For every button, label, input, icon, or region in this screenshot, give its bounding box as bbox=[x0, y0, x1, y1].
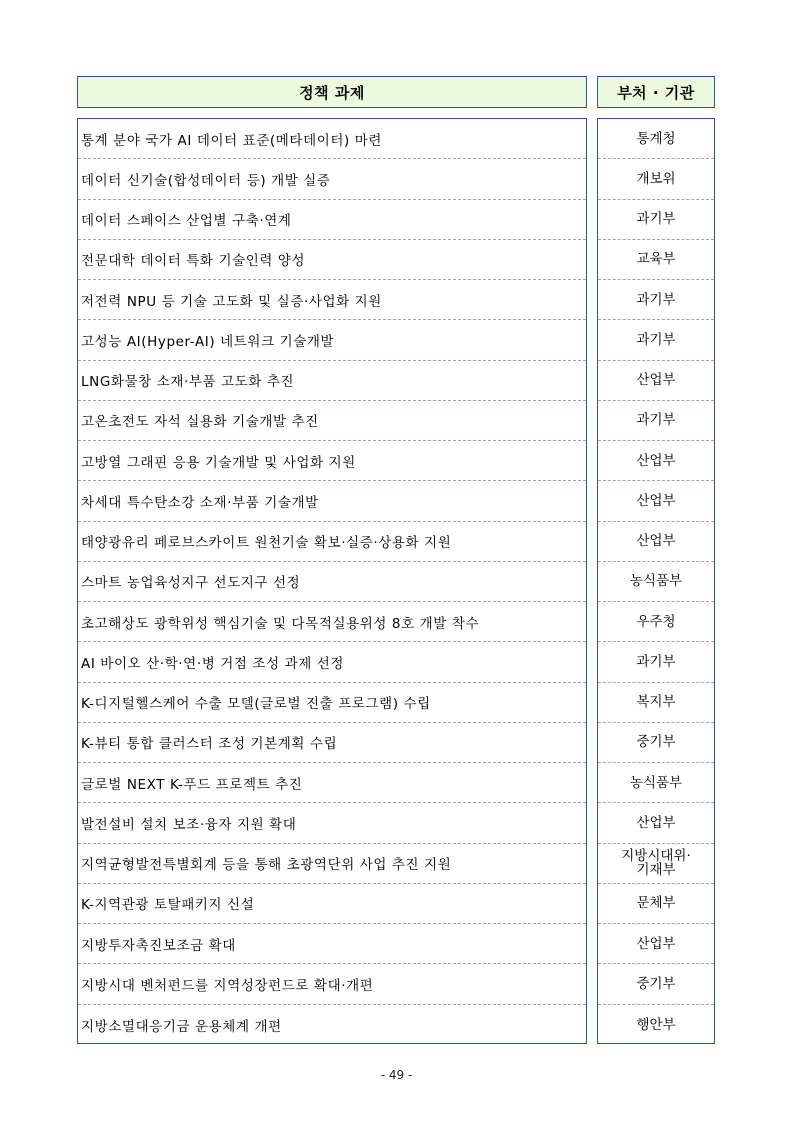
policy-task-cell: 저전력 NPU 등 기술 고도화 및 실증·사업화 지원 bbox=[78, 280, 586, 320]
ministry-cell: 복지부 bbox=[598, 683, 714, 723]
ministry-cell: 중기부 bbox=[598, 964, 714, 1004]
policy-task-cell: 통계 분야 국가 AI 데이터 표준(메타데이터) 마련 bbox=[78, 119, 586, 159]
policy-task-header bbox=[77, 76, 587, 108]
policy-task-cell: 지역균형발전특별회계 등을 통해 초광역단위 사업 추진 지원 bbox=[78, 844, 586, 884]
policy-task-cell: LNG화물창 소재·부품 고도화 추진 bbox=[78, 361, 586, 401]
ministry-cell: 산업부 bbox=[598, 924, 714, 964]
ministry-column bbox=[597, 118, 715, 1044]
ministry-cell: 통계청 bbox=[598, 119, 714, 159]
ministry-cell: 농식품부 bbox=[598, 763, 714, 803]
ministry-cell: 과기부 bbox=[598, 320, 714, 360]
ministry-cell: 과기부 bbox=[598, 642, 714, 682]
policy-task-cell: 지방소멸대응기금 운용체계 개편 bbox=[81, 1018, 282, 1035]
policy-task-cell: K-뷰티 통합 클러스터 조성 기본계획 수립 bbox=[78, 723, 586, 763]
ministry-cell: 문체부 bbox=[598, 884, 714, 924]
ministry-cell: 과기부 bbox=[598, 280, 714, 320]
policy-task-cell: 고방열 그래핀 응용 기술개발 및 사업화 지원 bbox=[78, 441, 586, 481]
ministry-cell: 과기부 bbox=[598, 401, 714, 441]
policy-task-cell: 지방투자촉진보조금 확대 bbox=[78, 924, 586, 964]
ministry-header bbox=[597, 76, 715, 108]
policy-task-cell: 태양광유리 페로브스카이트 원천기술 확보·실증·상용화 지원 bbox=[78, 522, 586, 562]
policy-task-cell: 데이터 스페이스 산업별 구축·연계 bbox=[78, 200, 586, 240]
policy-task-cell: 발전설비 설치 보조·융자 지원 확대 bbox=[78, 803, 586, 843]
policy-task-cell: 글로벌 NEXT K-푸드 프로젝트 추진 bbox=[78, 763, 586, 803]
policy-task-cell: 전문대학 데이터 특화 기술인력 양성 bbox=[78, 240, 586, 280]
policy-task-cell: 지방시대 벤처펀드를 지역성장펀드로 확대·개편 bbox=[78, 964, 586, 1004]
ministry-cell: 산업부 bbox=[598, 481, 714, 521]
policy-task-header-label: 정책 과제 bbox=[299, 83, 365, 102]
ministry-cell: 산업부 bbox=[598, 441, 714, 481]
policy-task-cell: 고온초전도 자석 실용화 기술개발 추진 bbox=[78, 401, 586, 441]
policy-task-cell: 차세대 특수탄소강 소재·부품 기술개발 bbox=[78, 481, 586, 521]
ministry-cell: 교육부 bbox=[598, 240, 714, 280]
policy-task-cell: AI 바이오 산·학·연·병 거점 조성 과제 선정 bbox=[78, 642, 586, 682]
ministry-cell: 산업부 bbox=[598, 361, 714, 401]
policy-task-cell: 고성능 AI(Hyper-AI) 네트워크 기술개발 bbox=[78, 320, 586, 360]
policy-task-cell: K-지역관광 토탈패키지 신설 bbox=[78, 884, 586, 924]
policy-task-column bbox=[77, 118, 587, 1044]
policy-task-cell: 스마트 농업육성지구 선도지구 선정 bbox=[78, 562, 586, 602]
ministry-cell: 행안부 bbox=[636, 1016, 676, 1033]
ministry-cell: 개보위 bbox=[598, 159, 714, 199]
ministry-cell: 우주청 bbox=[598, 602, 714, 642]
ministry-cell: 지방시대위· 기재부 bbox=[598, 844, 714, 884]
policy-task-cell: 초고해상도 광학위성 핵심기술 및 다목적실용위성 8호 개발 착수 bbox=[78, 602, 586, 642]
ministry-cell: 산업부 bbox=[598, 522, 714, 562]
page-number: - 49 - bbox=[380, 1068, 413, 1082]
ministry-header-label: 부처 · 기관 bbox=[617, 83, 695, 102]
ministry-cell: 산업부 bbox=[598, 803, 714, 843]
policy-task-cell: 데이터 신기술(합성데이터 등) 개발 실증 bbox=[78, 159, 586, 199]
ministry-cell: 과기부 bbox=[598, 200, 714, 240]
policy-task-cell: K-디지털헬스케어 수출 모델(글로벌 진출 프로그램) 수립 bbox=[78, 683, 586, 723]
ministry-cell: 중기부 bbox=[598, 723, 714, 763]
ministry-cell: 농식품부 bbox=[598, 562, 714, 602]
